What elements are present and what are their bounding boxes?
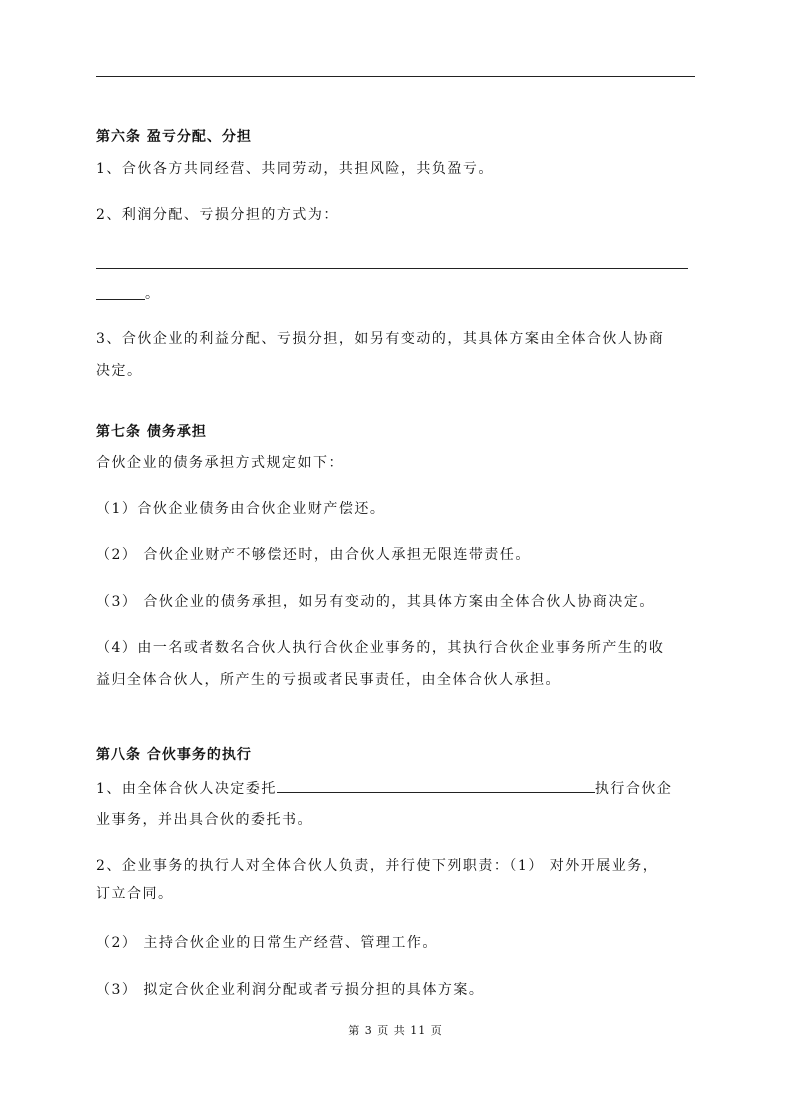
article-8-paragraph-1-pre: 1、由全体合伙人决定委托 bbox=[96, 781, 277, 797]
article-6-paragraph-2-end: 。 bbox=[145, 286, 161, 302]
article-7-item-4-line-1: （4）由一名或者数名合伙人执行合伙企业事务的，其执行合伙企业事务所产生的收 bbox=[96, 640, 665, 656]
article-7-item-3: （3） 合伙企业的债务承担，如另有变动的，其具体方案由全体合伙人协商决定。 bbox=[96, 594, 655, 610]
article-8-item-3: （3） 拟定合伙企业利润分配或者亏损分担的具体方案。 bbox=[96, 982, 485, 998]
entrusted-partner-blank bbox=[277, 778, 595, 793]
article-7-item-2: （2） 合伙企业财产不够偿还时，由合伙人承担无限连带责任。 bbox=[96, 547, 531, 563]
article-7-item-1: （1）合伙企业债务由合伙企业财产偿还。 bbox=[96, 501, 386, 517]
header-rule bbox=[96, 76, 695, 77]
article-6-paragraph-3-line-2: 决定。 bbox=[96, 363, 143, 379]
article-6-title: 第六条 盈亏分配、分担 bbox=[96, 129, 252, 145]
article-7-intro: 合伙企业的债务承担方式规定如下： bbox=[96, 455, 344, 471]
article-7-item-4-line-2: 益归全体合伙人，所产生的亏损或者民事责任，由全体合伙人承担。 bbox=[96, 672, 561, 688]
profit-method-blank-line-end bbox=[96, 299, 145, 300]
article-8-paragraph-1-post: 执行合伙企 bbox=[594, 781, 673, 797]
article-7-title: 第七条 债务承担 bbox=[96, 424, 207, 440]
article-6-paragraph-2: 2、利润分配、亏损分担的方式为： bbox=[96, 207, 339, 223]
article-8-paragraph-2-line-2: 订立合同。 bbox=[96, 886, 174, 902]
article-6-paragraph-1: 1、合伙各方共同经营、共同劳动，共担风险，共负盈亏。 bbox=[96, 161, 494, 177]
page-number-footer: 第 3 页 共 11 页 bbox=[348, 1024, 443, 1037]
article-8-paragraph-1-line-2: 业事务，并出具合伙的委托书。 bbox=[96, 812, 313, 828]
article-8-item-2: （2） 主持合伙企业的日常生产经营、管理工作。 bbox=[96, 935, 438, 951]
profit-method-blank-line bbox=[96, 268, 688, 269]
article-8-paragraph-1-line-1 bbox=[96, 778, 672, 799]
article-6-paragraph-3-line-1: 3、合伙企业的利益分配、亏损分担，如另有变动的，其具体方案由全体合伙人协商 bbox=[96, 331, 665, 347]
article-8-paragraph-2-line-1: 2、企业事务的执行人对全体合伙人负责，并行使下列职责：（1） 对外开展业务， bbox=[96, 858, 659, 874]
article-8-title: 第八条 合伙事务的执行 bbox=[96, 747, 252, 763]
